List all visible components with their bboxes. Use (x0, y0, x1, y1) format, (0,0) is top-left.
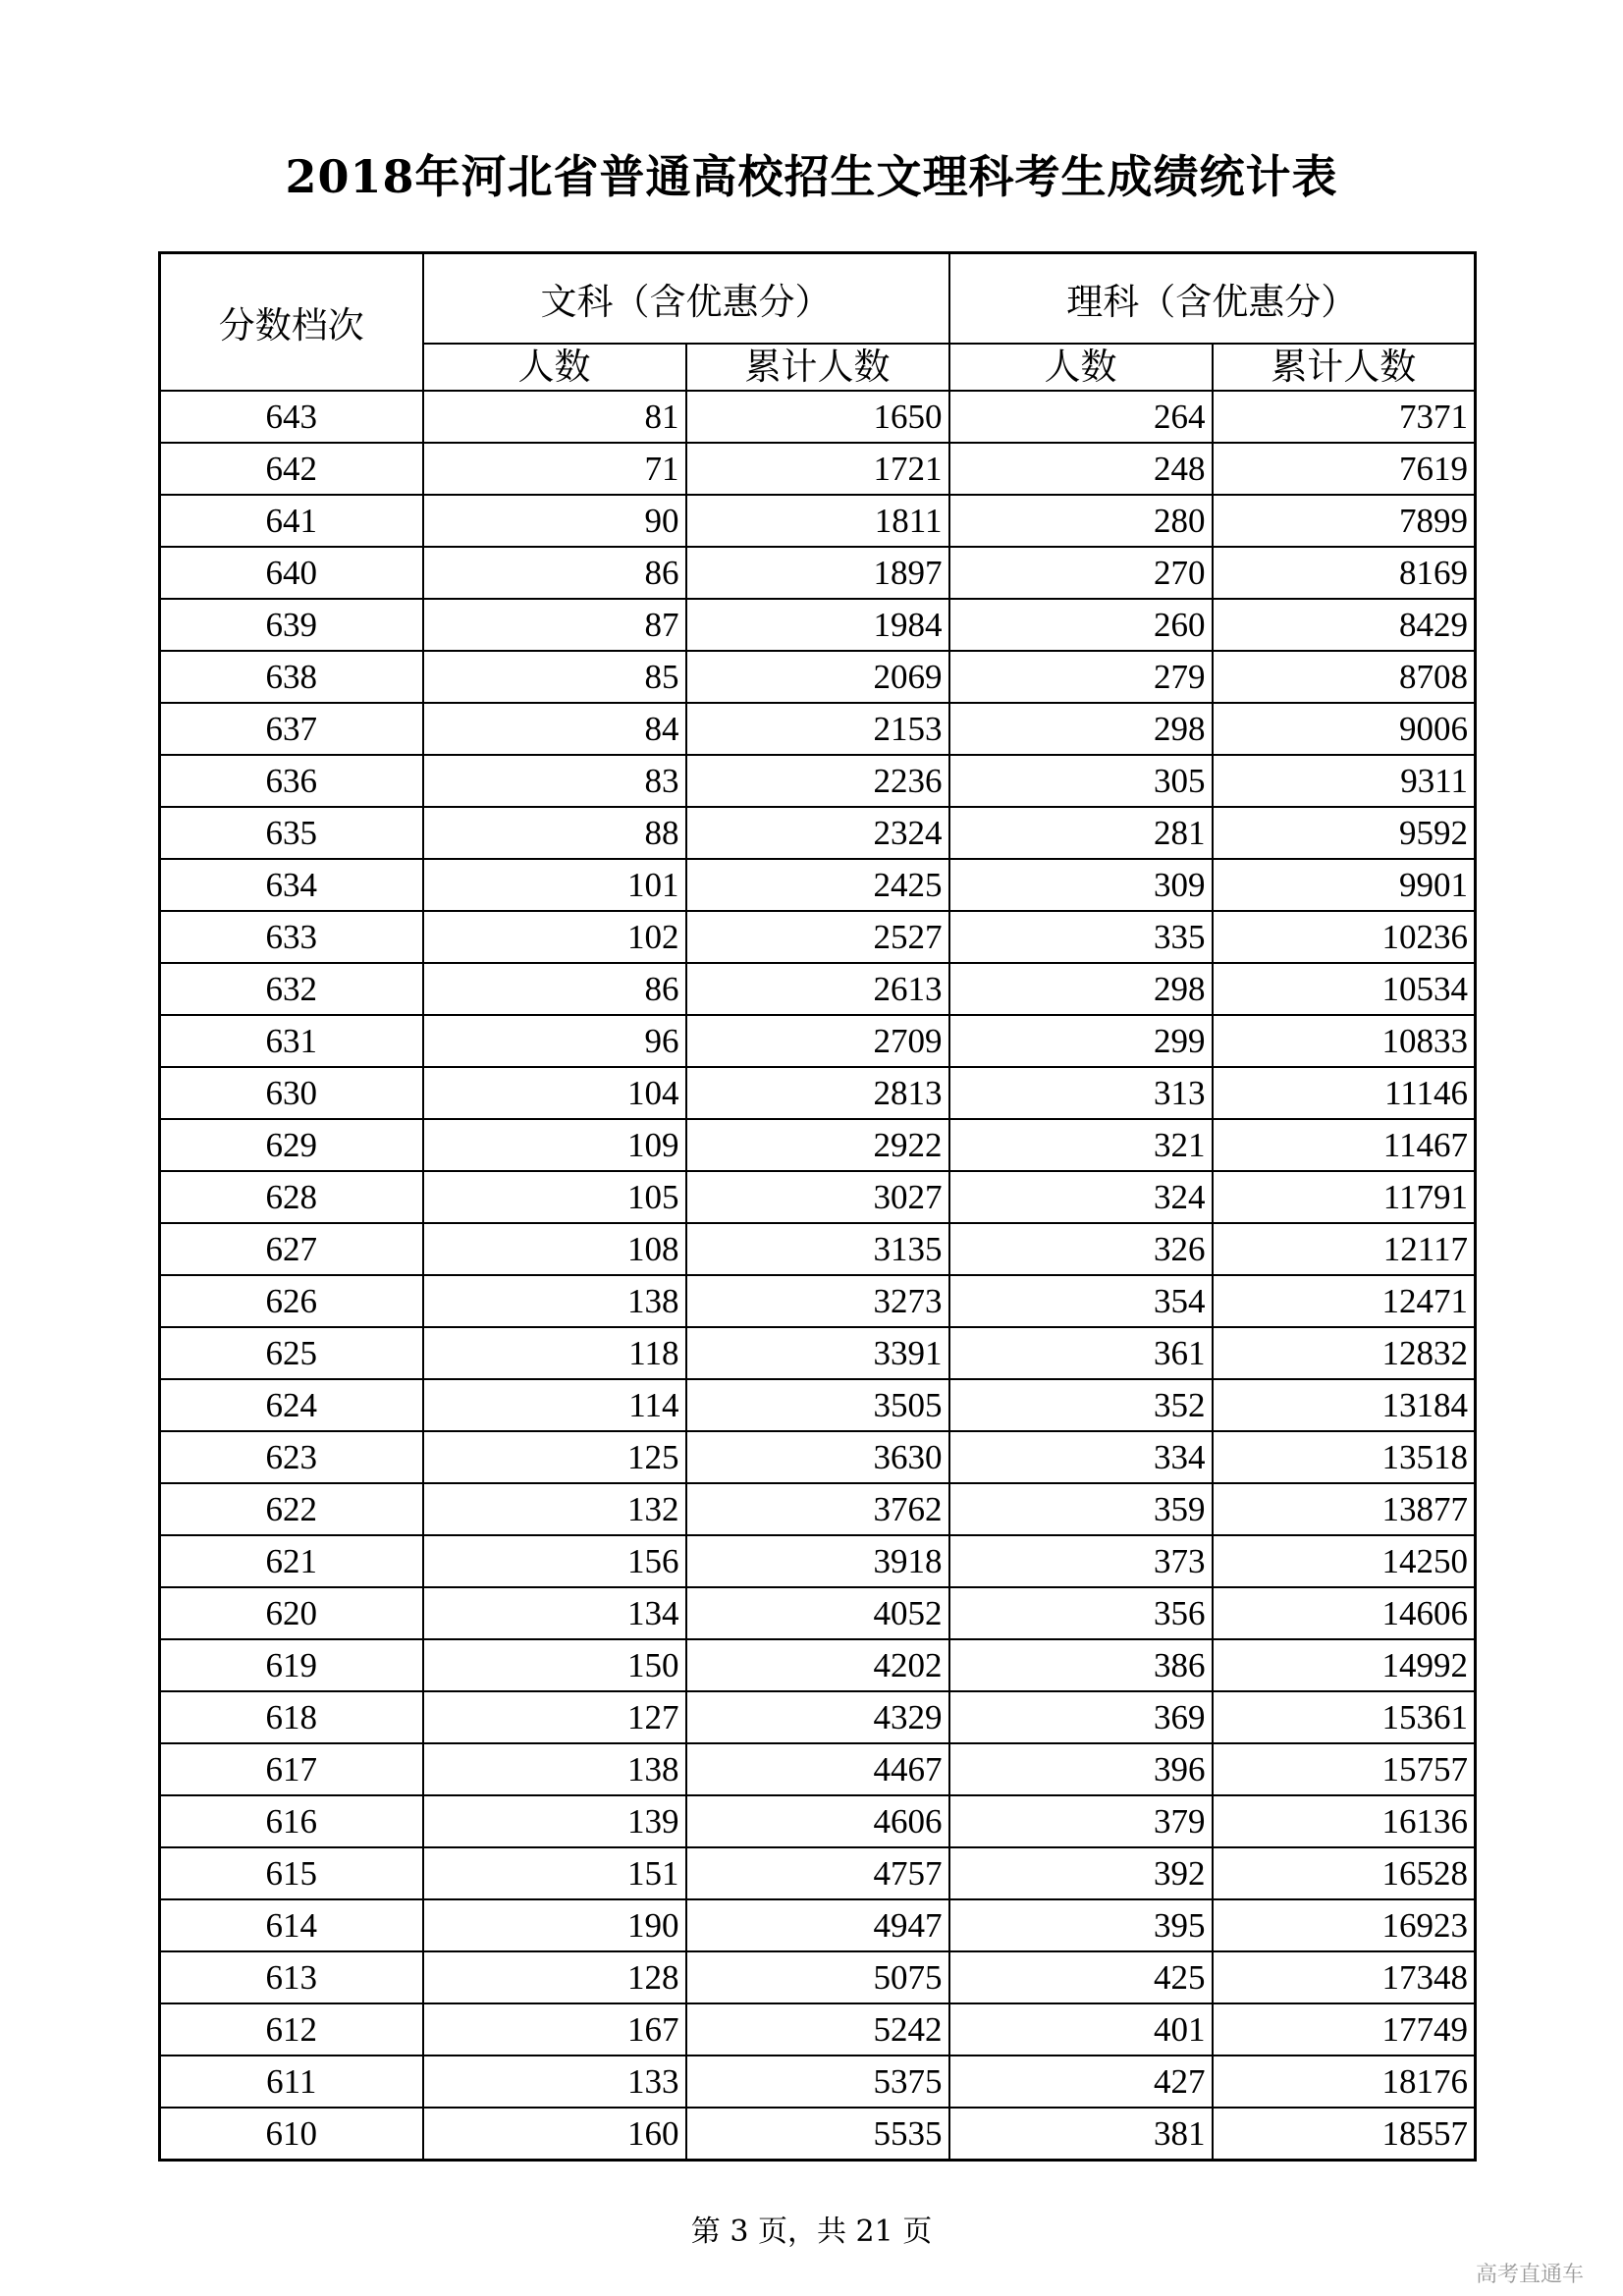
science-cumulative-cell: 7619 (1213, 443, 1476, 495)
science-cumulative-cell: 10534 (1213, 963, 1476, 1015)
science-cumulative-cell: 14250 (1213, 1535, 1476, 1587)
liberal-arts-cumulative-cell: 3027 (686, 1171, 949, 1223)
science-cumulative-cell: 14992 (1213, 1639, 1476, 1691)
liberal-arts-count-cell: 128 (423, 1951, 686, 2003)
table-row (160, 1171, 1476, 1223)
table-row (160, 443, 1476, 495)
liberal-arts-cumulative-cell: 2069 (686, 651, 949, 703)
science-count-cell: 335 (949, 911, 1213, 963)
liberal-arts-count-cell: 138 (423, 1743, 686, 1795)
liberal-arts-count-cell: 190 (423, 1899, 686, 1951)
table-row (160, 1639, 1476, 1691)
liberal-arts-cumulative-cell: 4052 (686, 1587, 949, 1639)
table-row (160, 703, 1476, 755)
liberal-arts-cumulative-cell: 2922 (686, 1119, 949, 1171)
liberal-arts-count-cell: 118 (423, 1327, 686, 1379)
liberal-arts-count-cell: 86 (423, 963, 686, 1015)
liberal-arts-count-cell: 167 (423, 2003, 686, 2056)
science-count-cell: 309 (949, 859, 1213, 911)
science-count-cell: 427 (949, 2056, 1213, 2108)
science-count-cell: 356 (949, 1587, 1213, 1639)
science-cumulative-cell: 8429 (1213, 599, 1476, 651)
table-row (160, 1483, 1476, 1535)
table-row (160, 859, 1476, 911)
science-cumulative-cell: 10833 (1213, 1015, 1476, 1067)
table-row (160, 2003, 1476, 2056)
table-row (160, 911, 1476, 963)
liberal-arts-count-cell: 90 (423, 495, 686, 547)
science-cumulative-cell: 9901 (1213, 859, 1476, 911)
score-statistics-table (158, 251, 1477, 2162)
liberal-arts-cumulative-cell: 2527 (686, 911, 949, 963)
table-row (160, 1015, 1476, 1067)
liberal-arts-count-cell: 114 (423, 1379, 686, 1431)
score-level-cell: 628 (160, 1171, 423, 1223)
score-level-cell: 626 (160, 1275, 423, 1327)
science-count-cell: 334 (949, 1431, 1213, 1483)
science-count-cell: 298 (949, 963, 1213, 1015)
liberal-arts-count-cell: 150 (423, 1639, 686, 1691)
liberal-arts-count-cell: 84 (423, 703, 686, 755)
science-cumulative-cell: 16528 (1213, 1847, 1476, 1899)
science-count-cell: 379 (949, 1795, 1213, 1847)
liberal-arts-cumulative-cell: 5075 (686, 1951, 949, 2003)
liberal-arts-cumulative-cell: 3630 (686, 1431, 949, 1483)
score-level-cell: 613 (160, 1951, 423, 2003)
science-cumulative-cell: 16923 (1213, 1899, 1476, 1951)
science-count-cell: 264 (949, 391, 1213, 443)
table-row (160, 1899, 1476, 1951)
liberal-arts-count-cell: 132 (423, 1483, 686, 1535)
science-cumulative-cell: 7371 (1213, 391, 1476, 443)
liberal-arts-count-cell: 108 (423, 1223, 686, 1275)
score-level-cell: 614 (160, 1899, 423, 1951)
liberal-arts-count-cell: 160 (423, 2108, 686, 2161)
table-row (160, 599, 1476, 651)
science-cumulative-cell: 16136 (1213, 1795, 1476, 1847)
science-count-cell: 359 (949, 1483, 1213, 1535)
table-row (160, 1535, 1476, 1587)
science-count-cell: 425 (949, 1951, 1213, 2003)
science-cumulative-cell: 11467 (1213, 1119, 1476, 1171)
science-cumulative-cell: 15361 (1213, 1691, 1476, 1743)
score-level-cell: 643 (160, 391, 423, 443)
table-row (160, 1223, 1476, 1275)
liberal-arts-count-cell: 151 (423, 1847, 686, 1899)
science-cumulative-cell: 7899 (1213, 495, 1476, 547)
liberal-arts-count-cell: 96 (423, 1015, 686, 1067)
science-count-cell: 401 (949, 2003, 1213, 2056)
science-count-cell: 248 (949, 443, 1213, 495)
liberal-arts-cumulative-cell: 5375 (686, 2056, 949, 2108)
science-cumulative-cell: 13518 (1213, 1431, 1476, 1483)
table-row (160, 1847, 1476, 1899)
table-row (160, 1067, 1476, 1119)
liberal-arts-cumulative-cell: 1650 (686, 391, 949, 443)
score-level-cell: 619 (160, 1639, 423, 1691)
liberal-arts-count-cell: 125 (423, 1431, 686, 1483)
science-cumulative-cell: 9311 (1213, 755, 1476, 807)
table-row (160, 1119, 1476, 1171)
science-cumulative-cell: 12471 (1213, 1275, 1476, 1327)
science-count-cell: 260 (949, 599, 1213, 651)
liberal-arts-count-cell: 87 (423, 599, 686, 651)
score-level-cell: 620 (160, 1587, 423, 1639)
science-count-cell: 373 (949, 1535, 1213, 1587)
science-cumulative-cell: 12117 (1213, 1223, 1476, 1275)
science-cumulative-cell: 12832 (1213, 1327, 1476, 1379)
score-level-cell: 611 (160, 2056, 423, 2108)
science-count-cell: 299 (949, 1015, 1213, 1067)
score-level-cell: 640 (160, 547, 423, 599)
liberal-arts-count-cell: 85 (423, 651, 686, 703)
header-row-groups (160, 253, 1476, 345)
liberal-arts-cumulative-header: 累计人数 (686, 344, 949, 391)
science-cumulative-cell: 14606 (1213, 1587, 1476, 1639)
science-count-cell: 279 (949, 651, 1213, 703)
liberal-arts-cumulative-cell: 1984 (686, 599, 949, 651)
liberal-arts-count-cell: 88 (423, 807, 686, 859)
science-count-cell: 381 (949, 2108, 1213, 2161)
table-row (160, 547, 1476, 599)
liberal-arts-cumulative-cell: 4606 (686, 1795, 949, 1847)
table-row (160, 807, 1476, 859)
liberal-arts-cumulative-cell: 3918 (686, 1535, 949, 1587)
liberal-arts-count-cell: 127 (423, 1691, 686, 1743)
science-count-cell: 396 (949, 1743, 1213, 1795)
score-level-cell: 612 (160, 2003, 423, 2056)
liberal-arts-cumulative-cell: 1721 (686, 443, 949, 495)
score-level-cell: 641 (160, 495, 423, 547)
liberal-arts-cumulative-cell: 4329 (686, 1691, 949, 1743)
liberal-arts-count-cell: 133 (423, 2056, 686, 2108)
score-level-cell: 635 (160, 807, 423, 859)
score-level-cell: 624 (160, 1379, 423, 1431)
score-level-cell: 615 (160, 1847, 423, 1899)
liberal-arts-cumulative-cell: 3273 (686, 1275, 949, 1327)
liberal-arts-count-cell: 109 (423, 1119, 686, 1171)
liberal-arts-count-cell: 139 (423, 1795, 686, 1847)
score-level-cell: 629 (160, 1119, 423, 1171)
score-level-cell: 623 (160, 1431, 423, 1483)
liberal-arts-count-cell: 101 (423, 859, 686, 911)
science-cumulative-cell: 13184 (1213, 1379, 1476, 1431)
table-row (160, 1275, 1476, 1327)
table-row (160, 1951, 1476, 2003)
science-cumulative-cell: 9592 (1213, 807, 1476, 859)
score-level-cell: 638 (160, 651, 423, 703)
table-row (160, 391, 1476, 443)
liberal-arts-cumulative-cell: 4757 (686, 1847, 949, 1899)
score-level-cell: 618 (160, 1691, 423, 1743)
liberal-arts-cumulative-cell: 2324 (686, 807, 949, 859)
liberal-arts-cumulative-cell: 3762 (686, 1483, 949, 1535)
score-level-cell: 631 (160, 1015, 423, 1067)
liberal-arts-cumulative-cell: 2236 (686, 755, 949, 807)
liberal-arts-count-cell: 104 (423, 1067, 686, 1119)
page-title: 2018年河北省普通高校招生文理科考生成绩统计表 (285, 150, 1338, 203)
liberal-arts-cumulative-cell: 2813 (686, 1067, 949, 1119)
score-level-cell: 627 (160, 1223, 423, 1275)
science-cumulative-cell: 17348 (1213, 1951, 1476, 2003)
science-count-cell: 281 (949, 807, 1213, 859)
liberal-arts-cumulative-cell: 3135 (686, 1223, 949, 1275)
liberal-arts-cumulative-cell: 2613 (686, 963, 949, 1015)
liberal-arts-cumulative-cell: 1811 (686, 495, 949, 547)
science-count-header: 人数 (949, 344, 1213, 391)
table-row (160, 1743, 1476, 1795)
table-row (160, 2056, 1476, 2108)
science-cumulative-cell: 8708 (1213, 651, 1476, 703)
science-count-cell: 298 (949, 703, 1213, 755)
score-level-cell: 636 (160, 755, 423, 807)
table-row (160, 1587, 1476, 1639)
table-row (160, 963, 1476, 1015)
liberal-arts-count-cell: 86 (423, 547, 686, 599)
science-cumulative-cell: 13877 (1213, 1483, 1476, 1535)
score-level-cell: 630 (160, 1067, 423, 1119)
liberal-arts-count-cell: 138 (423, 1275, 686, 1327)
science-count-cell: 326 (949, 1223, 1213, 1275)
science-count-cell: 270 (949, 547, 1213, 599)
score-level-cell: 634 (160, 859, 423, 911)
liberal-arts-cumulative-cell: 5535 (686, 2108, 949, 2161)
liberal-arts-count-cell: 71 (423, 443, 686, 495)
score-level-cell: 642 (160, 443, 423, 495)
liberal-arts-cumulative-cell: 3391 (686, 1327, 949, 1379)
liberal-arts-count-cell: 102 (423, 911, 686, 963)
table-row (160, 651, 1476, 703)
liberal-arts-cumulative-cell: 4947 (686, 1899, 949, 1951)
science-count-cell: 313 (949, 1067, 1213, 1119)
science-cumulative-cell: 9006 (1213, 703, 1476, 755)
liberal-arts-count-header: 人数 (423, 344, 686, 391)
liberal-arts-group-header: 文科（含优惠分） (423, 253, 949, 345)
table-row (160, 1431, 1476, 1483)
science-count-cell: 361 (949, 1327, 1213, 1379)
liberal-arts-cumulative-cell: 2425 (686, 859, 949, 911)
table-row (160, 1327, 1476, 1379)
table-row (160, 1795, 1476, 1847)
liberal-arts-cumulative-cell: 3505 (686, 1379, 949, 1431)
score-level-cell: 621 (160, 1535, 423, 1587)
science-cumulative-cell: 18557 (1213, 2108, 1476, 2161)
liberal-arts-cumulative-cell: 1897 (686, 547, 949, 599)
liberal-arts-count-cell: 83 (423, 755, 686, 807)
table-row (160, 1691, 1476, 1743)
science-count-cell: 280 (949, 495, 1213, 547)
liberal-arts-cumulative-cell: 2709 (686, 1015, 949, 1067)
liberal-arts-count-cell: 156 (423, 1535, 686, 1587)
score-level-header: 分数档次 (160, 253, 423, 392)
score-level-cell: 625 (160, 1327, 423, 1379)
score-level-cell: 616 (160, 1795, 423, 1847)
science-cumulative-header: 累计人数 (1213, 344, 1476, 391)
science-count-cell: 352 (949, 1379, 1213, 1431)
table-row (160, 2108, 1476, 2161)
score-level-cell: 622 (160, 1483, 423, 1535)
science-group-header: 理科（含优惠分） (949, 253, 1476, 345)
liberal-arts-cumulative-cell: 4467 (686, 1743, 949, 1795)
science-count-cell: 392 (949, 1847, 1213, 1899)
table-body (160, 391, 1476, 2161)
score-level-cell: 637 (160, 703, 423, 755)
science-count-cell: 369 (949, 1691, 1213, 1743)
science-cumulative-cell: 11791 (1213, 1171, 1476, 1223)
score-level-cell: 639 (160, 599, 423, 651)
score-level-cell: 633 (160, 911, 423, 963)
science-cumulative-cell: 15757 (1213, 1743, 1476, 1795)
science-cumulative-cell: 10236 (1213, 911, 1476, 963)
science-count-cell: 324 (949, 1171, 1213, 1223)
watermark-text: 高考直通车 (1475, 2263, 1584, 2287)
science-count-cell: 395 (949, 1899, 1213, 1951)
science-cumulative-cell: 17749 (1213, 2003, 1476, 2056)
liberal-arts-cumulative-cell: 2153 (686, 703, 949, 755)
science-count-cell: 354 (949, 1275, 1213, 1327)
score-level-cell: 632 (160, 963, 423, 1015)
science-count-cell: 305 (949, 755, 1213, 807)
table-row (160, 495, 1476, 547)
science-cumulative-cell: 11146 (1213, 1067, 1476, 1119)
liberal-arts-count-cell: 105 (423, 1171, 686, 1223)
score-level-cell: 610 (160, 2108, 423, 2161)
science-cumulative-cell: 18176 (1213, 2056, 1476, 2108)
score-level-cell: 617 (160, 1743, 423, 1795)
table-header (160, 253, 1476, 392)
liberal-arts-count-cell: 81 (423, 391, 686, 443)
table-row (160, 1379, 1476, 1431)
science-count-cell: 386 (949, 1639, 1213, 1691)
table-row (160, 755, 1476, 807)
science-cumulative-cell: 8169 (1213, 547, 1476, 599)
page-number-footer: 第 3 页，共 21 页 (690, 2215, 933, 2249)
liberal-arts-cumulative-cell: 4202 (686, 1639, 949, 1691)
liberal-arts-count-cell: 134 (423, 1587, 686, 1639)
science-count-cell: 321 (949, 1119, 1213, 1171)
liberal-arts-cumulative-cell: 5242 (686, 2003, 949, 2056)
